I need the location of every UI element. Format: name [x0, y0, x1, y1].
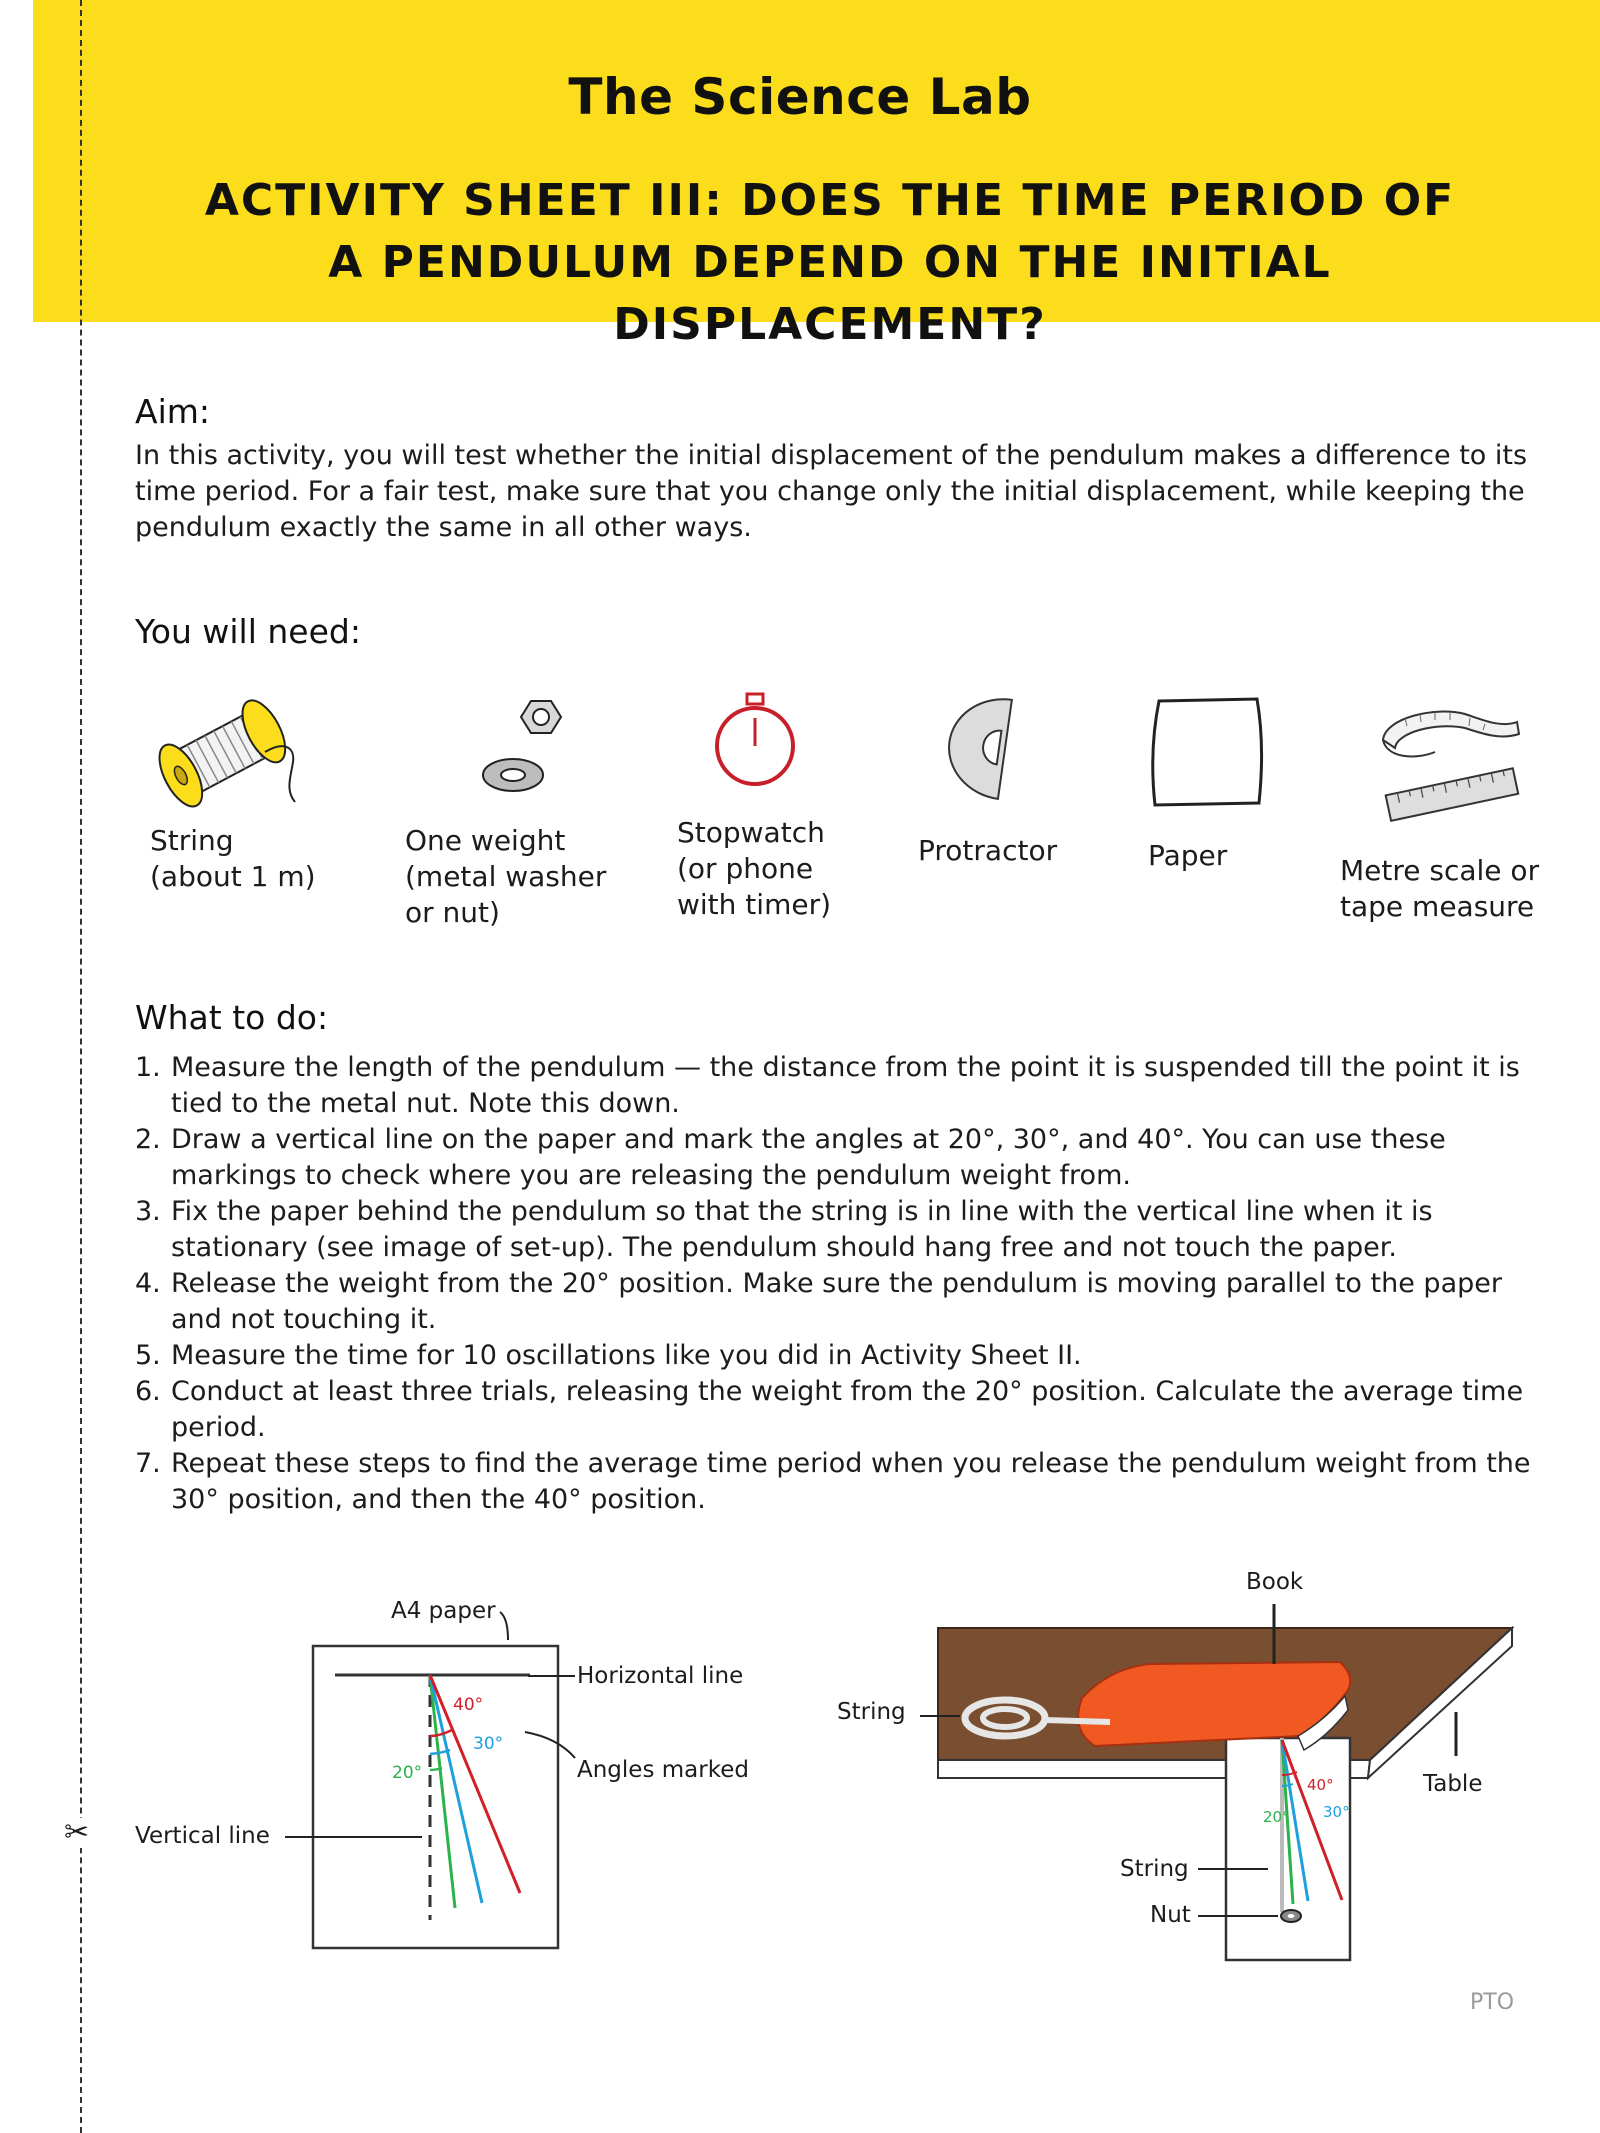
aim-heading: Aim:	[135, 392, 211, 431]
cut-line	[80, 0, 82, 2133]
step-text: Measure the time for 10 oscillations like you did in Activity Sheet II.	[171, 1340, 1082, 1371]
string-top-label: String	[837, 1699, 906, 1725]
tape-measure-icon	[1375, 700, 1525, 830]
material-scale-label: Metre scale or tape measure	[1340, 854, 1540, 923]
pto-label: PTO	[1470, 1990, 1515, 2015]
step-number: 6.	[135, 1376, 161, 1407]
scissors-icon: ✂	[64, 1815, 90, 1850]
paper-icon	[1145, 695, 1270, 810]
string-label: String	[1120, 1856, 1189, 1882]
material-weight-label: One weight (metal washer or nut)	[405, 824, 607, 929]
list-item	[135, 1446, 1555, 1518]
table-label: Table	[1423, 1771, 1483, 1797]
setup-angle-40-label: 40°	[1307, 1776, 1334, 1794]
vertical-line-label: Vertical line	[135, 1823, 270, 1849]
list-item	[135, 1050, 1555, 1122]
step-number: 1.	[135, 1052, 161, 1083]
list-item	[135, 1122, 1555, 1194]
step-text: Draw a vertical line on the paper and mark the angles at 20°, 30°, and 40°. You can use these markings to check where you are releasing the pendulum weight from.	[171, 1124, 1446, 1191]
steps-list	[135, 1050, 1555, 1518]
materials-heading: You will need:	[135, 612, 361, 651]
step-text: Fix the paper behind the pendulum so that the string is in line with the vertical line when it is stationary (see image of set-up). The pendulum should hang free and not touch the paper.	[171, 1196, 1433, 1263]
list-item	[135, 1266, 1555, 1338]
angle-40-label: 40°	[453, 1695, 484, 1715]
step-text: Conduct at least three trials, releasing the weight from the 20° position. Calculate the average time period.	[171, 1376, 1524, 1443]
step-number: 2.	[135, 1124, 161, 1155]
page-title: The Science Lab	[568, 68, 1032, 126]
material-protractor-label: Protractor	[918, 834, 1058, 867]
activity-title: ACTIVITY SHEET III: DOES THE TIME PERIOD OF A PENDULUM DEPEND ON THE INITIAL DISPLACEMENT?	[204, 175, 1456, 350]
angle-20-label: 20°	[392, 1763, 423, 1783]
step-number: 7.	[135, 1448, 161, 1479]
material-stopwatch-label: Stopwatch (or phone with timer)	[677, 816, 831, 921]
step-text: Measure the length of the pendulum — the distance from the point it is suspended till the point it is tied to the metal nut. Note this down.	[171, 1052, 1520, 1119]
list-item	[135, 1194, 1555, 1266]
angle-30-label: 30°	[473, 1734, 504, 1754]
material-paper-label: Paper	[1148, 839, 1228, 872]
aim-text: In this activity, you will test whether the initial displacement of the pendulum makes a difference to its time period. For a fair test, make sure that you change only the initial displacement, while keeping the pendulum exactly the same in all other ways.	[135, 440, 1528, 543]
steps-heading: What to do:	[135, 998, 329, 1037]
horizontal-line-label: Horizontal line	[577, 1663, 744, 1689]
setup-angle-20-label: 20°	[1263, 1808, 1290, 1826]
material-string-label: String (about 1 m)	[150, 824, 316, 893]
setup-angle-30-label: 30°	[1323, 1803, 1350, 1821]
step-number: 3.	[135, 1196, 161, 1227]
list-item	[135, 1374, 1555, 1446]
washer-nut-icon	[475, 695, 585, 800]
step-number: 5.	[135, 1340, 161, 1371]
step-text: Repeat these steps to find the average time period when you release the pendulum weight from the 30° position, and then the 40° position.	[171, 1448, 1531, 1515]
protractor-icon	[935, 690, 1025, 805]
stopwatch-icon	[705, 690, 805, 790]
book-label: Book	[1246, 1569, 1304, 1595]
nut-label: Nut	[1150, 1902, 1191, 1928]
step-number: 4.	[135, 1268, 161, 1299]
angles-marked-label: Angles marked	[577, 1757, 749, 1783]
step-text: Release the weight from the 20° position. Make sure the pendulum is moving parallel to the paper and not touching it.	[171, 1268, 1502, 1335]
a4-paper-label: A4 paper	[391, 1598, 496, 1624]
thread-spool-icon	[145, 690, 305, 815]
list-item	[135, 1338, 1555, 1374]
